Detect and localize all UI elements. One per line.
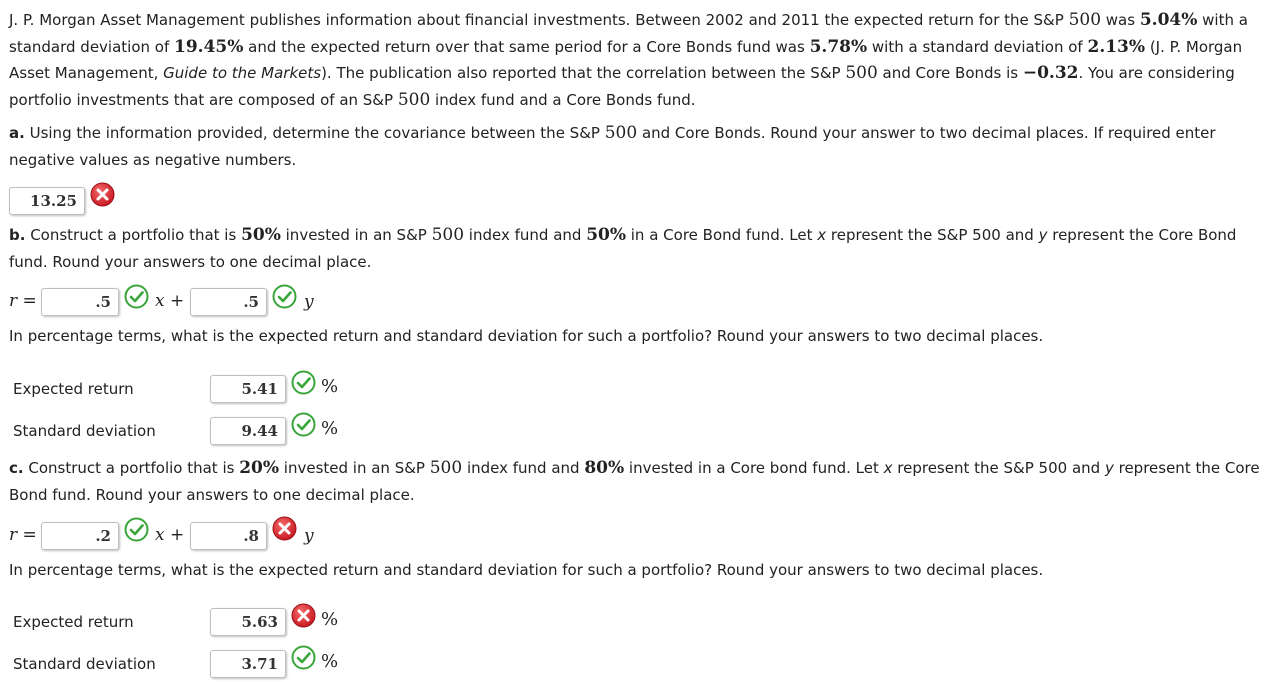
expected-return-field[interactable]: 5.63: [210, 608, 286, 636]
expected-return-label: Expected return: [13, 613, 134, 631]
incorrect-icon: [291, 603, 316, 628]
percent-unit: %: [321, 609, 339, 630]
y-coefficient-field[interactable]: .8: [190, 522, 267, 550]
x-coefficient-field[interactable]: .5: [41, 288, 119, 316]
y-variable: y: [304, 292, 314, 312]
part-c-percentage-question: In percentage terms, what is the expected return and standard deviation for such a portfolio? Round your answers to two decimal places.: [9, 561, 1044, 579]
correct-icon: [124, 284, 149, 309]
x-variable-plus: x +: [155, 291, 185, 311]
part-b-percentage-question: In percentage terms, what is the expected return and standard deviation for such a portfolio? Round your answers to two decimal places.: [9, 327, 1044, 345]
correct-icon: [124, 517, 149, 542]
percent-unit: %: [321, 651, 339, 672]
covariance-answer-field[interactable]: 13.25: [9, 187, 85, 215]
part-b-question: b. Construct a portfolio that is 50% invested in an S&P 500 index fund and 50% in a Core Bond fund. Let x represent the S&P 500 and y represent the Core Bond fund. Round your answers to one decimal place.: [9, 225, 1237, 271]
x-variable-plus: x +: [155, 525, 185, 545]
standard-deviation-field[interactable]: 3.71: [210, 650, 286, 678]
incorrect-icon: [272, 516, 297, 541]
standard-deviation-field[interactable]: 9.44: [210, 417, 286, 445]
correct-icon: [291, 370, 316, 395]
y-coefficient-field[interactable]: .5: [190, 288, 267, 316]
correct-icon: [272, 284, 297, 309]
portfolio-equation-lhs: r =: [9, 525, 37, 545]
part-a-question: a. Using the information provided, determine the covariance between the S&P 500 and Core Bonds. Round your answer to two decimal places. If required enter negative values as negative numbers.: [9, 123, 1216, 169]
expected-return-label: Expected return: [13, 380, 134, 398]
part-c-question: c. Construct a portfolio that is 20% invested in an S&P 500 index fund and 80% invested in a Core bond fund. Let x represent the S&P 500 and y represent the Core Bond fund. Round your answers to one decimal place.: [9, 458, 1260, 504]
percent-unit: %: [321, 376, 339, 397]
portfolio-equation-lhs: r =: [9, 291, 37, 311]
x-coefficient-field[interactable]: .2: [41, 522, 119, 550]
problem-intro: J. P. Morgan Asset Management publishes information about financial investments. Between 2002 and 2011 the expected return for the S&P 500 was 5.04% with a standard deviation of 19.45% and the expected return over that same period for a Core Bonds fund was 5.78% with a standard deviation of 2.13% (J. P. Morgan Asset Management, Guide to the Markets). The publication also reported that the correlation between the S&P 500 and Core Bonds is −0.32. You are considering portfolio investments that are composed of an S&P 500 index fund and a Core Bonds fund.: [9, 10, 1248, 110]
y-variable: y: [304, 526, 314, 546]
correct-icon: [291, 645, 316, 670]
percent-unit: %: [321, 418, 339, 439]
standard-deviation-label: Standard deviation: [13, 422, 156, 440]
expected-return-field[interactable]: 5.41: [210, 375, 286, 403]
standard-deviation-label: Standard deviation: [13, 655, 156, 673]
correct-icon: [291, 412, 316, 437]
incorrect-icon: [90, 182, 115, 207]
